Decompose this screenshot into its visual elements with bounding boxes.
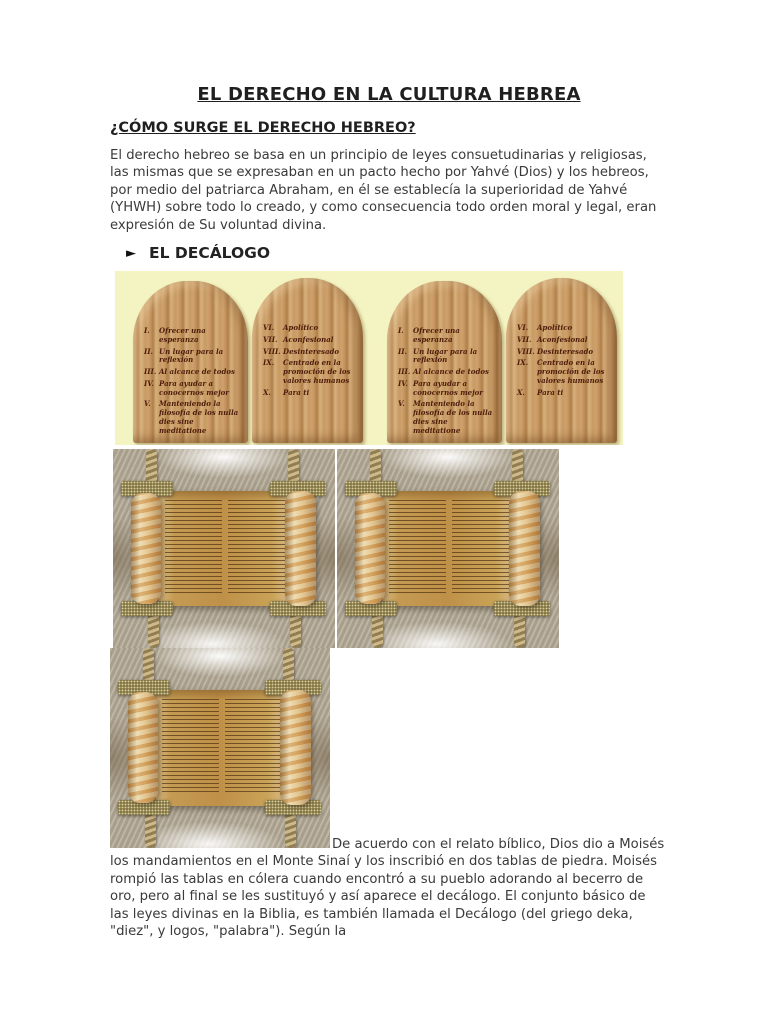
tablet-left-list [398,327,495,438]
decalogo-heading [126,244,668,262]
tablet-right-list [517,324,610,400]
scroll-roller [355,493,385,604]
scroll-rope-icon [370,449,381,485]
scroll-rope-icon [146,449,157,485]
scroll-roller [128,692,158,803]
commandment-item: VII. Aconfesional [517,334,588,344]
tablet-left [387,281,502,443]
scroll-rope-icon [290,612,301,648]
commandment-item: VI. Apolítico [517,323,573,333]
scroll-rope-icon [514,612,525,648]
commandment-item: VIII. Desinteresado [517,346,594,356]
commandment-item: II. Un lugar para la reflexión [398,346,478,365]
parchment-text-column [162,699,219,795]
commandment-item: V. Manteniendo la filosofía de los nulla dies sine meditatione [398,399,493,435]
commandment-item: III. Al alcance de todos [144,367,235,377]
ten-commandments-tablets-image [115,271,369,445]
triangle-bullet-icon: ► [126,245,136,261]
scroll-rope-icon [512,449,523,485]
tablets-image-row [115,271,623,445]
decalogo-heading-label: EL DECÁLOGO [149,244,271,263]
scroll-rope-icon [285,812,296,848]
scroll-parchment [383,491,511,606]
commandment-item: IV. Para ayudar a conocernos mejor [144,378,229,397]
scroll-rope-icon [372,612,383,648]
commandment-item: X. Para ti [263,387,310,397]
tablet-right [506,278,617,443]
scroll-rope-icon [283,648,294,684]
scroll-rope-icon [148,612,159,648]
scroll-roller [280,690,311,805]
parchment-text-column [452,500,509,595]
commandment-item: V. Manteniendo la filosofía de los nulla dies sine meditatione [144,399,239,435]
tablet-left-list [144,327,241,438]
torah-scroll-graphic [113,449,335,648]
parchment-text-column [228,500,285,595]
commandment-item: IX. Centrado en la promoción de los valores humanos [517,358,605,385]
scroll-rope-icon [288,449,299,485]
page-title: EL DERECHO EN LA CULTURA HEBREA [197,84,581,105]
page-content [110,0,668,940]
commandment-item: X. Para ti [517,387,564,397]
parchment-text-column [389,500,446,595]
closing-paragraph-block [110,648,668,940]
tablet-right-list [263,324,356,400]
commandment-item: IV. Para ayudar a conocernos mejor [398,378,483,397]
intro-paragraph: El derecho hebreo se basa en un principio de leyes consuetudinarias y religiosas, las mismas que se expresaban en un pacto hecho por Yahvé (Dios) y los hebreos, por medio del patriarca Abraham, en él se establecía la superioridad de Yahvé (YHWH) sobre todo lo creado, y como consecuencia todo orden moral y legal, eran expresión de Su voluntad divina. [110,148,657,233]
commandment-item: VII. Aconfesional [263,334,334,344]
scroll-roller [509,491,540,606]
scroll-parchment [159,491,287,606]
commandment-item: II. Un lugar para la reflexión [144,346,224,365]
scroll-rope-icon [143,648,154,684]
tablet-right [252,278,363,443]
torah-scroll-image [113,449,335,648]
scrolls-image-row [113,449,668,648]
scroll-roller [131,493,161,604]
closing-paragraph: De acuerdo con el relato bíblico, Dios dio a Moisés los mandamientos en el Monte Sinaí y los inscribió en dos tablas de piedra. Moisés rompió las tablas en cólera cuando encontró a su pueblo adorando al becerro de oro, pero al final se les sustituyó y así aparece el decálogo. El conjunto básico de las leyes divinas en la Biblia, es también llamada el Decálogo (del griego deka, "diez", y logos, "palabra"). Según la [110,837,665,940]
torah-scroll-image [337,449,559,648]
commandment-item: I. Ofrecer una esperanza [398,326,460,344]
tablet-left [133,281,248,443]
commandment-item: VIII. Desinteresado [263,346,340,356]
scroll-parchment [156,690,282,806]
commandment-item: IX. Centrado en la promoción de los valores humanos [263,358,351,385]
ten-commandments-tablets-image [369,271,623,445]
commandment-item: I. Ofrecer una esperanza [144,326,206,344]
parchment-text-column [165,500,222,595]
scroll-roller [285,491,316,606]
torah-scroll-graphic [337,449,559,648]
commandment-item: VI. Apolítico [263,323,319,333]
commandment-item: III. Al alcance de todos [398,367,489,377]
scroll-rope-icon [145,812,156,848]
question-heading: ¿CÓMO SURGE EL DERECHO HEBREO? [110,120,416,136]
torah-scroll-image [110,648,330,848]
parchment-text-column [225,699,282,795]
torah-scroll-graphic [110,648,330,848]
